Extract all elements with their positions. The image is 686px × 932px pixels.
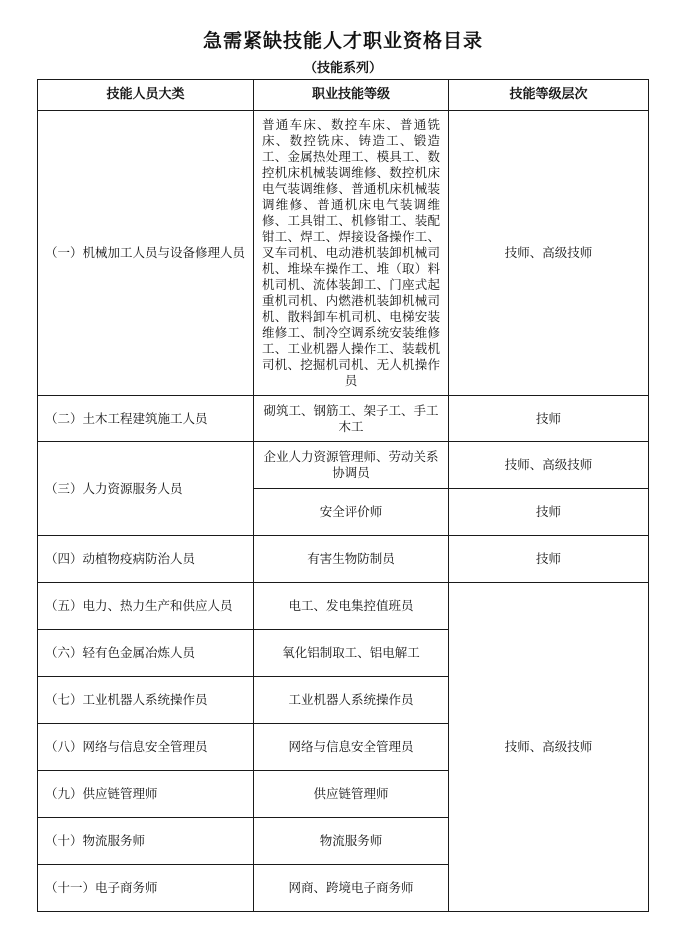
occupation-cell: 普通车床、数控车床、普通铣床、数控铣床、铸造工、锻造工、金属热处理工、模具工、数控机床机械装调维修、数控机床电气装调维修、普通机床机械装调维修、普通机床电气装调维修、工具钳工、机修钳工、装配钳工、焊工、焊接设备操作工、叉车司机、电动港机装卸机械司机、堆垛车操作工、堆（取）料机司机、流体装卸工、门座式起重机司机、内燃港机装卸机械司机、散料卸车机司机、电梯安装维修工、制冷空调系统安装维修工、工业机器人操作工、装载机司机、挖掘机司机、无人机操作员 bbox=[254, 111, 449, 396]
level-cell: 技师 bbox=[449, 396, 649, 442]
category-cell: （五）电力、热力生产和供应人员 bbox=[38, 583, 254, 630]
level-cell: 技师、高级技师 bbox=[449, 111, 649, 396]
table-row bbox=[38, 583, 649, 630]
level-cell: 技师、高级技师 bbox=[449, 442, 649, 489]
category-cell: （十）物流服务师 bbox=[38, 818, 254, 865]
qualification-table bbox=[37, 79, 649, 912]
table-row bbox=[38, 536, 649, 583]
occupation-cell: 供应链管理师 bbox=[254, 771, 449, 818]
level-cell: 技师 bbox=[449, 536, 649, 583]
occupation-cell: 电工、发电集控值班员 bbox=[254, 583, 449, 630]
table-header-row bbox=[38, 80, 649, 111]
category-cell: （十一）电子商务师 bbox=[38, 865, 254, 912]
header-occupation: 职业技能等级 bbox=[254, 80, 449, 111]
category-cell: （一）机械加工人员与设备修理人员 bbox=[38, 111, 254, 396]
category-cell: （九）供应链管理师 bbox=[38, 771, 254, 818]
occupation-cell: 工业机器人系统操作员 bbox=[254, 677, 449, 724]
occupation-cell: 安全评价师 bbox=[254, 489, 449, 536]
table-row bbox=[38, 396, 649, 442]
header-level: 技能等级层次 bbox=[449, 80, 649, 111]
category-cell: （四）动植物疫病防治人员 bbox=[38, 536, 254, 583]
table-row bbox=[38, 111, 649, 396]
category-cell: （二）土木工程建筑施工人员 bbox=[38, 396, 254, 442]
document-subtitle: （技能系列） bbox=[303, 61, 382, 76]
level-cell: 技师、高级技师 bbox=[449, 583, 649, 912]
level-cell: 技师 bbox=[449, 489, 649, 536]
occupation-cell: 有害生物防制员 bbox=[254, 536, 449, 583]
table-row bbox=[38, 442, 649, 489]
occupation-cell: 网络与信息安全管理员 bbox=[254, 724, 449, 771]
category-cell: （八）网络与信息安全管理员 bbox=[38, 724, 254, 771]
occupation-cell: 网商、跨境电子商务师 bbox=[254, 865, 449, 912]
category-cell: （三）人力资源服务人员 bbox=[38, 442, 254, 536]
category-cell: （七）工业机器人系统操作员 bbox=[38, 677, 254, 724]
occupation-cell: 物流服务师 bbox=[254, 818, 449, 865]
occupation-cell: 氧化铝制取工、铝电解工 bbox=[254, 630, 449, 677]
occupation-cell: 企业人力资源管理师、劳动关系协调员 bbox=[254, 442, 449, 489]
category-cell: （六）轻有色金属冶炼人员 bbox=[38, 630, 254, 677]
document-title: 急需紧缺技能人才职业资格目录 bbox=[202, 30, 483, 52]
occupation-cell: 砌筑工、钢筋工、架子工、手工木工 bbox=[254, 396, 449, 442]
header-category: 技能人员大类 bbox=[38, 80, 254, 111]
